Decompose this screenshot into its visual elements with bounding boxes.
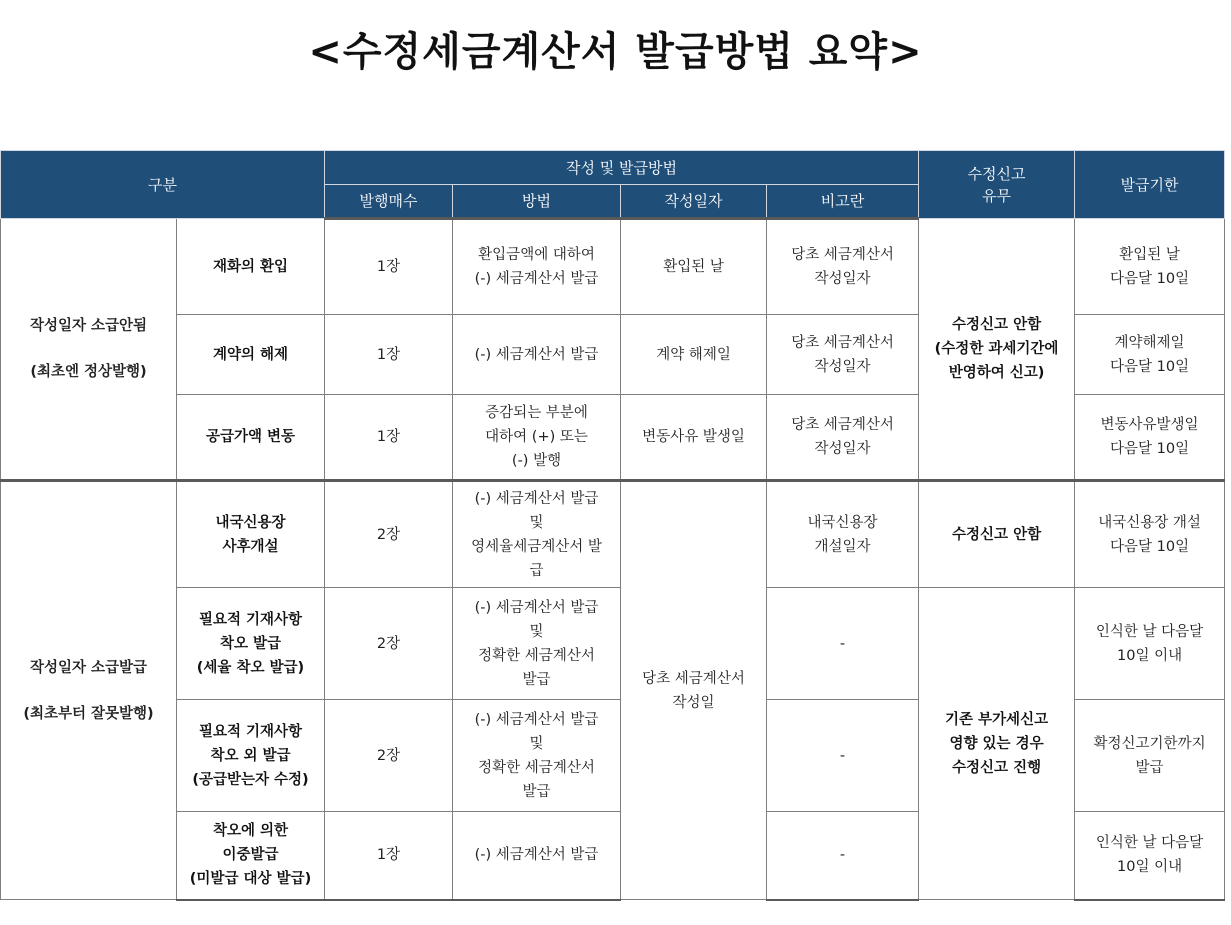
cell-line: 다음달 10일 (1110, 358, 1190, 375)
cell-line: (수정한 과세기간에 (934, 341, 1059, 357)
cell-line: (세율 착오 발급) (196, 659, 305, 676)
cell-line: 재화의 환입 (212, 258, 289, 275)
row-reason (177, 812, 325, 900)
row-method (453, 481, 621, 588)
page-title: <수정세금계산서 발급방법 요약> (308, 29, 923, 75)
row-reason (177, 588, 325, 700)
header-deadline: 발급기한 (1075, 151, 1225, 219)
cell-line: 계약 해제일 (656, 346, 731, 363)
cell-line: (미발급 대상 발급) (189, 871, 312, 888)
cell-line: (최초엔 정상발행) (30, 364, 147, 380)
row-count: 2장 (325, 481, 453, 588)
cell-line: 필요적 기재사항 (198, 611, 303, 628)
cell-line: 영향 있는 경우 (949, 735, 1044, 752)
group-label (1, 219, 177, 481)
cell-line: 착오 발급 (219, 635, 282, 652)
header-method-group: 작성 및 발급방법 (325, 151, 919, 185)
row-count: 2장 (325, 588, 453, 700)
cell-line: - (839, 635, 846, 652)
cell-line: 당초 세금계산서 (791, 417, 894, 433)
row-deadline (1075, 315, 1225, 395)
cell-line: 환입된 날 (663, 259, 724, 275)
header-count: 발행매수 (325, 185, 453, 219)
cell-line: 변동사유 발생일 (642, 429, 745, 445)
cell-line: - (839, 747, 846, 764)
row-method (453, 812, 621, 900)
cell-line: 수정신고 안함 (952, 317, 1042, 333)
amend-report-cell (919, 588, 1075, 900)
row-remarks (767, 700, 919, 812)
cell-line: 환입금액에 대하여 (478, 247, 595, 263)
cell-line: 및 (529, 514, 544, 531)
header-method: 방법 (453, 185, 621, 219)
cell-line: 다음달 10일 (1110, 441, 1190, 457)
row-remarks (767, 481, 919, 588)
cell-line: 인식한 날 다음달 (1095, 623, 1204, 640)
cell-line: 개설일자 (814, 538, 871, 555)
cell-line: 수정신고 (967, 164, 1026, 183)
cell-line: 이중발급 (222, 847, 279, 864)
cell-line: 착오 외 발급 (210, 747, 291, 764)
cell-line: 작성일자 소급안됨 (29, 318, 148, 334)
row-write-date (621, 395, 767, 481)
row-remarks (767, 315, 919, 395)
cell-line: 유무 (982, 186, 1012, 205)
cell-line: (-) 세금계산서 발급 (474, 346, 599, 363)
cell-line: 착오에 의한 (212, 823, 289, 840)
cell-line: 작성일자 소급발급 (29, 659, 148, 676)
cell-line: 수정신고 진행 (952, 759, 1042, 776)
cell-line: 및 (529, 623, 544, 640)
row-remarks (767, 219, 919, 315)
cell-line: 인식한 날 다음달 (1095, 835, 1204, 852)
amend-report-cell (919, 219, 1075, 481)
row-deadline (1075, 481, 1225, 588)
cell-line: 작성일자 (814, 271, 871, 287)
cell-line: (공급받는자 수정) (192, 771, 309, 788)
cell-line: 정확한 세금계산서 (478, 647, 595, 664)
cell-line: 작성일자 (814, 441, 871, 457)
row-deadline (1075, 588, 1225, 700)
row-count: 1장 (325, 315, 453, 395)
cell-line: (-) 세금계산서 발급 (474, 847, 599, 864)
shared-write-date (621, 481, 767, 900)
cell-line: 필요적 기재사항 (198, 723, 303, 740)
cell-line: 정확한 세금계산서 (478, 759, 595, 776)
row-reason (177, 700, 325, 812)
cell-line: 내국신용장 (215, 514, 286, 531)
row-method (453, 315, 621, 395)
cell-line: 당초 세금계산서 (642, 670, 745, 687)
cell-line: 수정신고 안함 (952, 526, 1042, 543)
header-remarks: 비고란 (767, 185, 919, 219)
cell-line: 다음달 10일 (1110, 270, 1190, 287)
row-method (453, 588, 621, 700)
row-count: 2장 (325, 700, 453, 812)
row-deadline (1075, 219, 1225, 315)
cell-line: 사후개설 (222, 538, 279, 555)
cell-line: 기존 부가세신고 (944, 711, 1049, 728)
cell-line: 공급가액 변동 (205, 429, 296, 445)
row-method (453, 700, 621, 812)
row-write-date (621, 315, 767, 395)
cell-line: 증감되는 부분에 (485, 405, 588, 421)
row-reason (177, 395, 325, 481)
amend-report-cell (919, 481, 1075, 588)
row-deadline (1075, 700, 1225, 812)
cell-line: 당초 세금계산서 (791, 334, 894, 351)
cell-line: 당초 세금계산서 (791, 247, 894, 263)
row-write-date (621, 219, 767, 315)
cell-line: 내국신용장 개설 (1098, 514, 1201, 531)
cell-line: (-) 세금계산서 발급 (474, 271, 599, 287)
cell-line: 다음달 10일 (1110, 538, 1190, 555)
cell-line: (-) 세금계산서 발급 (474, 490, 599, 507)
cell-line: 변동사유발생일 (1100, 417, 1199, 433)
cell-line: 및 (529, 735, 544, 752)
cell-line: (최초부터 잘못발행) (23, 705, 154, 722)
row-deadline (1075, 812, 1225, 900)
row-remarks (767, 588, 919, 700)
cell-line: - (839, 847, 846, 864)
group-label (1, 481, 177, 900)
header-write-date: 작성일자 (621, 185, 767, 219)
cell-line: 발급 (522, 671, 551, 688)
cell-line: 급 (529, 562, 544, 579)
row-count: 1장 (325, 219, 453, 315)
row-method (453, 219, 621, 315)
cell-line: 발급 (1135, 759, 1164, 776)
row-method (453, 395, 621, 481)
row-remarks (767, 812, 919, 900)
cell-line: 작성일자 (814, 358, 871, 375)
row-deadline (1075, 395, 1225, 481)
cell-line: 작성일 (672, 694, 715, 711)
row-reason (177, 219, 325, 315)
row-reason (177, 481, 325, 588)
cell-line: 10일 이내 (1117, 647, 1183, 664)
cell-line: 확정신고기한까지 (1093, 735, 1206, 752)
cell-line: 10일 이내 (1117, 859, 1183, 876)
header-amend-report (919, 151, 1075, 219)
summary-table (0, 150, 1225, 901)
cell-line: 대하여 (+) 또는 (485, 429, 588, 445)
cell-line: 반영하여 신고) (948, 365, 1045, 381)
row-remarks (767, 395, 919, 481)
cell-line: 환입된 날 (1119, 246, 1180, 263)
cell-line: (-) 세금계산서 발급 (474, 599, 599, 616)
cell-line: 영세율세금계산서 발 (471, 538, 602, 555)
cell-line: 발급 (522, 783, 551, 800)
cell-line: 계약해제일 (1114, 334, 1185, 351)
row-count: 1장 (325, 812, 453, 900)
cell-line: (-) 발행 (511, 453, 562, 469)
header-category: 구분 (1, 151, 325, 219)
row-count: 1장 (325, 395, 453, 481)
cell-line: 계약의 해제 (212, 346, 289, 363)
cell-line: 내국신용장 (807, 514, 878, 531)
row-reason (177, 315, 325, 395)
cell-line: (-) 세금계산서 발급 (474, 711, 599, 728)
